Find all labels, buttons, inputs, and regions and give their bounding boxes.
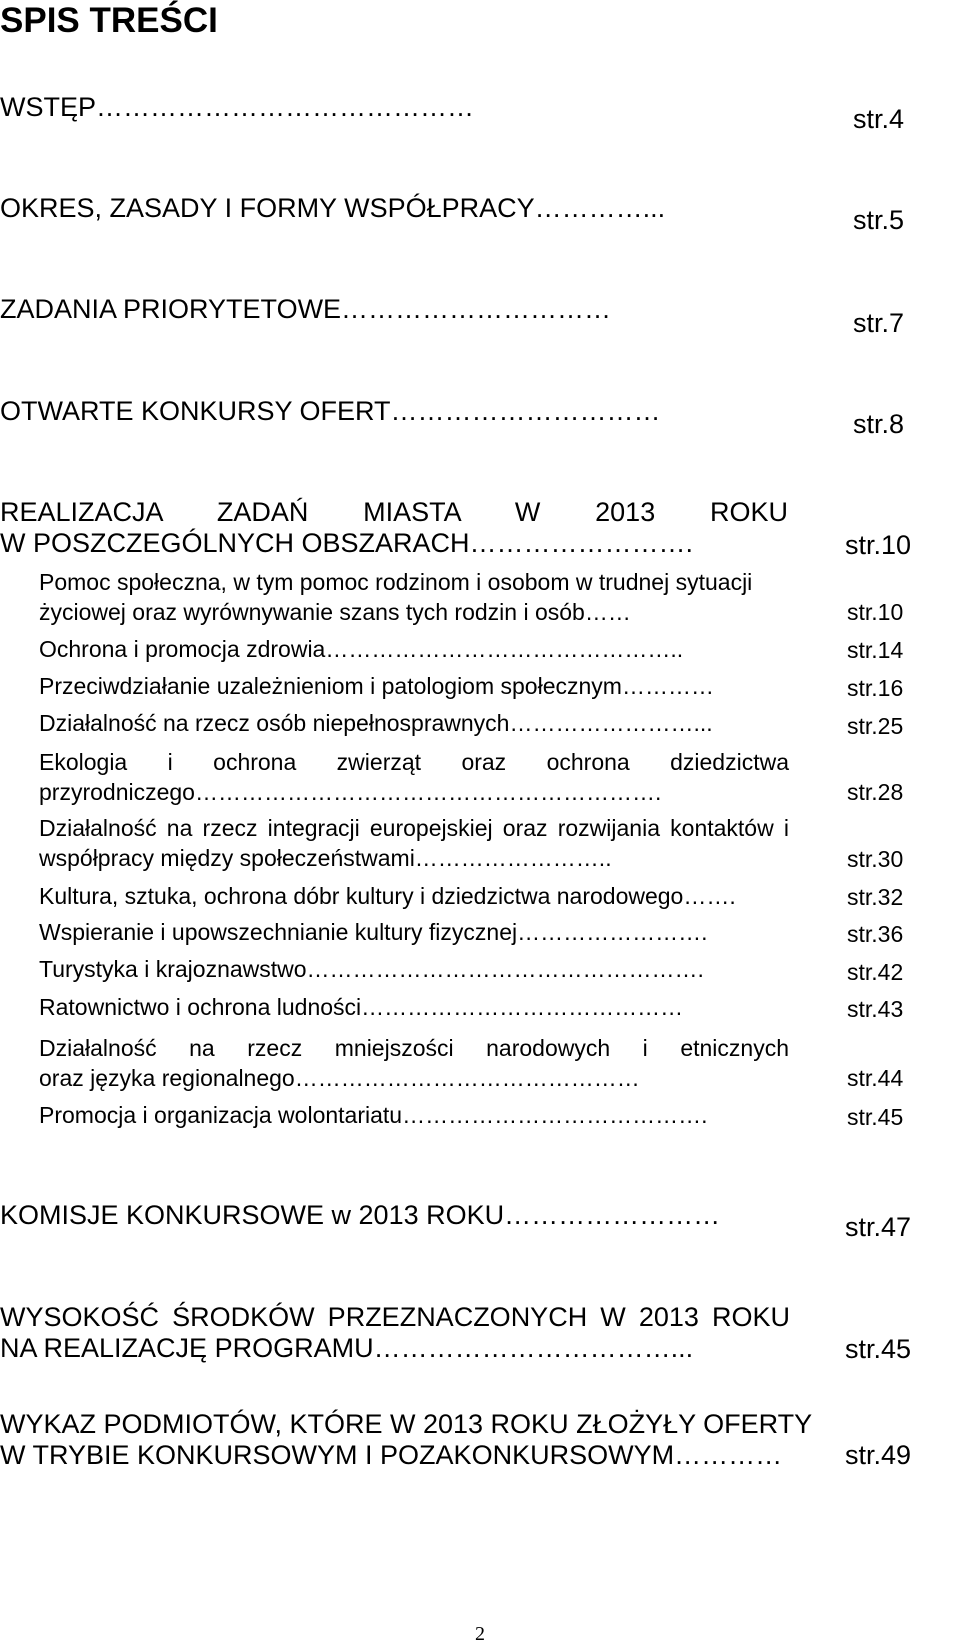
toc-page-number: str.42 <box>847 959 904 985</box>
toc-entry-label: Przeciwdziałanie uzależnieniom i patologiom społecznym………… <box>39 673 714 699</box>
toc-entry-label: oraz języka regionalnego……………………………………… <box>39 1065 640 1091</box>
toc-page-number: str.45 <box>845 1334 912 1364</box>
toc-entry-wysokosc-srodkow[interactable] <box>0 1302 790 1364</box>
toc-entry-label: Ratownictwo i ochrona ludności…………………………………… <box>39 994 684 1020</box>
toc-entry-label: W TRYBIE KONKURSOWYM I POZAKONKURSOWYM………… <box>0 1440 783 1470</box>
toc-entry-label: Wspieranie i upowszechnianie kultury fizycznej……………………. <box>39 919 708 945</box>
toc-page-number: str.44 <box>847 1065 904 1091</box>
toc-page-number: str.25 <box>847 713 904 739</box>
toc-entry-label: REALIZACJA ZADAŃ MIASTA W 2013 ROKU <box>0 497 788 527</box>
toc-entry-label: W POSZCZEGÓLNYCH OBSZARACH……………………. <box>0 528 694 558</box>
toc-entry-label: Działalność na rzecz mniejszości narodowych i etnicznych <box>39 1035 789 1061</box>
toc-entry-label: Promocja i organizacja wolontariatu…………………………………. <box>39 1102 708 1128</box>
toc-entry-label: Turystyka i krajoznawstwo……………………………………………. <box>39 956 704 982</box>
toc-entry-label: NA REALIZACJĘ PROGRAMU……………………………... <box>0 1333 694 1363</box>
toc-page-number: str.16 <box>847 675 904 701</box>
toc-entry-label: WSTĘP…………………………………… <box>0 92 475 122</box>
toc-subentry-ratownictwo[interactable] <box>39 992 683 1022</box>
toc-subentry-integracja-europejska[interactable] <box>39 813 789 873</box>
toc-entry-label: Pomoc społeczna, w tym pomoc rodzinom i osobom w trudnej sytuacji <box>39 569 753 595</box>
footer-page-number: 2 <box>475 1623 485 1645</box>
toc-page-number: str.4 <box>853 104 905 134</box>
toc-page-number: str.14 <box>847 637 904 663</box>
toc-page-number: str.10 <box>845 530 912 560</box>
toc-page-number: str.47 <box>845 1212 912 1242</box>
toc-entry-label: OKRES, ZASADY I FORMY WSPÓŁPRACY…………... <box>0 193 666 223</box>
toc-page-number: str.32 <box>847 884 904 910</box>
toc-entry-realizacja-zadan[interactable] <box>0 497 788 559</box>
toc-page-number: str.7 <box>853 308 905 338</box>
toc-entry-label: Ekologia i ochrona zwierząt oraz ochrona dziedzictwa <box>39 749 789 775</box>
toc-subentry-wolontariat[interactable] <box>39 1100 707 1130</box>
toc-subentry-ochrona-zdrowia[interactable] <box>39 634 683 664</box>
toc-entry-label: życiowej oraz wyrównywanie szans tych rodzin i osób…… <box>39 599 631 625</box>
toc-entry-wstep[interactable] <box>0 92 474 123</box>
toc-entry-komisje-konkursowe[interactable] <box>0 1200 720 1231</box>
toc-entry-label: Działalność na rzecz osób niepełnosprawnych……………………... <box>39 710 713 736</box>
toc-page-number: str.8 <box>853 409 905 439</box>
toc-entry-label: KOMISJE KONKURSOWE w 2013 ROKU…………………… <box>0 1200 721 1230</box>
toc-subentry-niepelnosprawni[interactable] <box>39 708 713 738</box>
toc-entry-label: WYKAZ PODMIOTÓW, KTÓRE W 2013 ROKU ZŁOŻYŁY OFERTY <box>0 1409 813 1439</box>
toc-subentry-turystyka[interactable] <box>39 954 704 984</box>
toc-entry-label: Działalność na rzecz integracji europejskiej oraz rozwijania kontaktów i <box>39 815 789 841</box>
toc-subentry-ekologia[interactable] <box>39 747 789 807</box>
toc-entry-label: współpracy między społeczeństwami…………………….. <box>39 845 612 871</box>
toc-entry-label: ZADANIA PRIORYTETOWE………………………… <box>0 294 612 324</box>
toc-entry-okres-zasady[interactable] <box>0 193 665 224</box>
toc-page-number: str.10 <box>847 599 904 625</box>
toc-page-number: str.5 <box>853 205 905 235</box>
toc-subentry-kultura-fizyczna[interactable] <box>39 917 708 947</box>
toc-subentry-przeciwdzialanie-uzaleznieniom[interactable] <box>39 671 714 701</box>
toc-page-number: str.30 <box>847 846 904 872</box>
toc-page-number: str.28 <box>847 779 904 805</box>
toc-subentry-pomoc-spoleczna[interactable] <box>39 567 752 627</box>
toc-entry-label: przyrodniczego……………………………………………………. <box>39 779 662 805</box>
toc-page-number: str.49 <box>845 1440 912 1470</box>
toc-page-number: str.43 <box>847 996 904 1022</box>
toc-entry-label: WYSOKOŚĆ ŚRODKÓW PRZEZNACZONYCH W 2013 ROKU <box>0 1302 790 1332</box>
toc-page-number: str.45 <box>847 1104 904 1130</box>
toc-entry-label: Ochrona i promocja zdrowia……………………………………….. <box>39 636 684 662</box>
page-title: SPIS TREŚCI <box>0 1 218 40</box>
toc-entry-label: OTWARTE KONKURSY OFERT………………………… <box>0 396 661 426</box>
toc-entry-zadania-priorytetowe[interactable] <box>0 294 611 325</box>
toc-entry-wykaz-podmiotow[interactable] <box>0 1409 812 1471</box>
toc-entry-label: Kultura, sztuka, ochrona dóbr kultury i dziedzictwa narodowego……. <box>39 883 736 909</box>
toc-entry-otwarte-konkursy[interactable] <box>0 396 661 427</box>
toc-page-number: str.36 <box>847 921 904 947</box>
toc-subentry-kultura-sztuka[interactable] <box>39 881 736 911</box>
toc-subentry-mniejszosci[interactable] <box>39 1033 789 1093</box>
